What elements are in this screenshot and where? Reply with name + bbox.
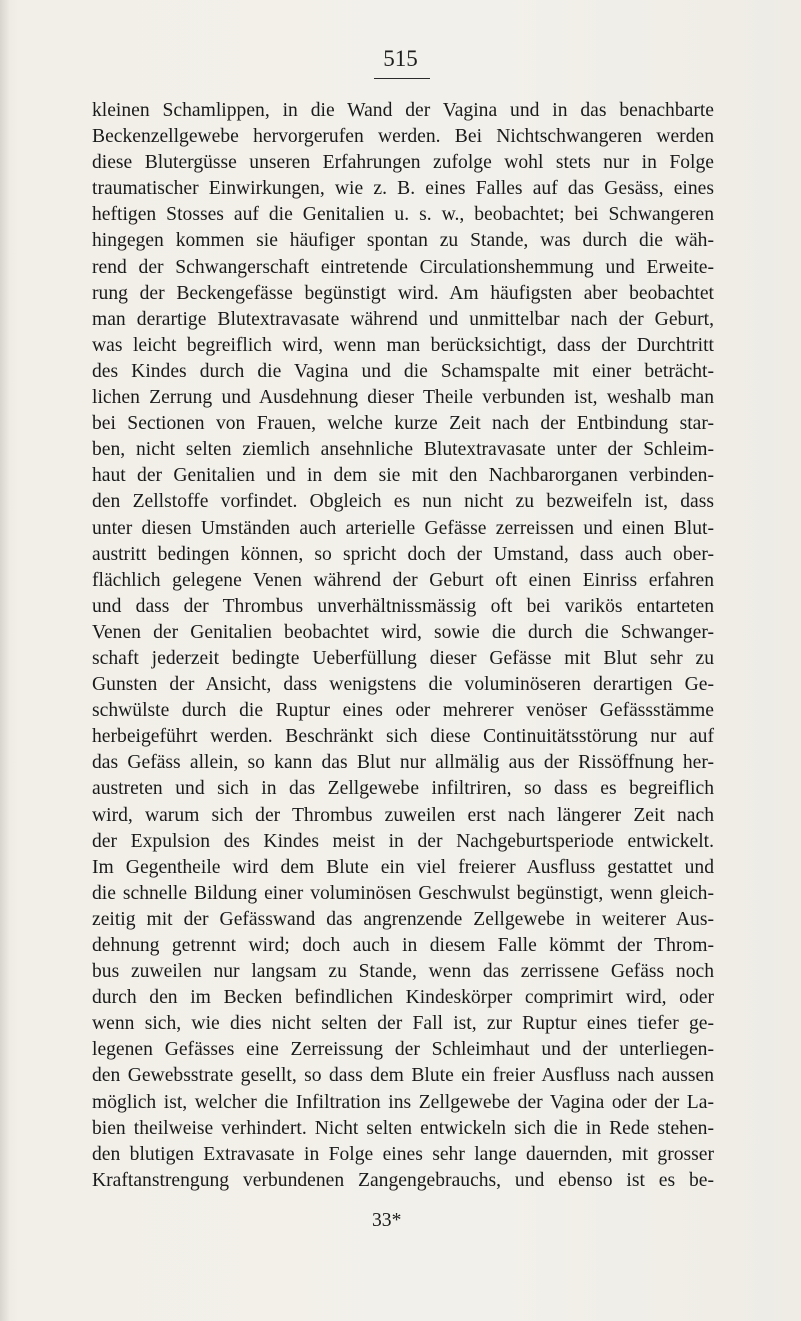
text-line: wird, warum sich der Thrombus zuweilen erst nach längerer Zeit nach [92, 804, 714, 826]
text-line: möglich ist, welcher die Infiltration ins Zellgewebe der Vagina oder der La- [92, 1091, 714, 1113]
text-line: des Kindes durch die Vagina und die Schamspalte mit einer beträcht- [92, 360, 714, 382]
text-line: den Zellstoffe vorfindet. Obgleich es nun nicht zu bezweifeln ist, dass [92, 491, 714, 513]
text-line: austreten und sich in das Zellgewebe infiltriren, so dass es begreiflich [92, 778, 714, 800]
text-line: Beckenzellgewebe hervorgerufen werden. Bei Nichtschwangeren werden [92, 126, 714, 148]
text-line: heftigen Stosses auf die Genitalien u. s. w., beobachtet; bei Schwangeren [92, 204, 714, 226]
text-line: bien theilweise verhindert. Nicht selten entwickeln sich die in Rede stehen- [92, 1117, 714, 1139]
text-line: unter diesen Umständen auch arterielle Gefässe zerreissen und einen Blut- [92, 517, 714, 539]
text-line: wenn sich, wie dies nicht selten der Fall ist, zur Ruptur eines tiefer ge- [92, 1013, 714, 1035]
text-line: hingegen kommen sie häufiger spontan zu Stande, was durch die wäh- [92, 230, 714, 252]
text-line: ben, nicht selten ziemlich ansehnliche Blutextravasate unter der Schleim- [92, 439, 714, 461]
text-line: kleinen Schamlippen, in die Wand der Vagina und in das benachbarte [92, 100, 714, 121]
body-text [92, 98, 714, 1194]
text-line: und dass der Thrombus unverhältnissmässig oft bei varikös entarteten [92, 595, 714, 617]
text-line: Kraftanstrengung verbundenen Zangengebrauchs, und ebenso ist es be- [92, 1169, 714, 1191]
text-line: bus zuweilen nur langsam zu Stande, wenn das zerrissene Gefäss noch [92, 961, 714, 983]
text-line: herbeigeführt werden. Beschränkt sich diese Continuitätsstörung nur auf [92, 726, 714, 748]
signature-mark: 33* [372, 1210, 402, 1231]
text-line: dehnung getrennt wird; doch auch in diesem Falle kömmt der Throm- [92, 935, 714, 956]
text-line: das Gefäss allein, so kann das Blut nur allmälig aus der Rissöffnung her- [92, 752, 714, 774]
text-line: was leicht begreiflich wird, wenn man berücksichtigt, dass der Durchtritt [92, 334, 714, 356]
text-line: den blutigen Extravasate in Folge eines sehr lange dauernden, mit grosser [92, 1143, 714, 1165]
text-line: haut der Genitalien und in dem sie mit den Nachbarorganen verbinden- [92, 465, 714, 487]
text-line: schwülste durch die Ruptur eines oder mehrerer venöser Gefässstämme [92, 700, 714, 722]
text-line: legenen Gefässes eine Zerreissung der Schleimhaut und der unterliegen- [92, 1039, 714, 1061]
text-line: zeitig mit der Gefässwand das angrenzende Zellgewebe in weiterer Aus- [92, 908, 714, 930]
text-line: traumatischer Einwirkungen, wie z. B. eines Falles auf das Gesäss, eines [92, 178, 714, 200]
text-line: diese Blutergüsse unseren Erfahrungen zufolge wohl stets nur in Folge [92, 152, 714, 174]
text-line: rung der Beckengefässe begünstigt wird. Am häufigsten aber beobachtet [92, 282, 714, 304]
gutter-shadow [0, 0, 10, 1321]
text-line: flächlich gelegene Venen während der Geburt oft einen Einriss erfahren [92, 569, 714, 591]
text-line: austritt bedingen können, so spricht doch der Umstand, dass auch ober- [92, 543, 714, 565]
text-line: bei Sectionen von Frauen, welche kurze Zeit nach der Entbindung star- [92, 413, 714, 435]
page-number: 515 [383, 46, 418, 71]
page-number-underline [374, 78, 430, 79]
text-line: den Gewebsstrate gesellt, so dass dem Blute ein freier Ausfluss nach aussen [92, 1065, 714, 1087]
text-line: die schnelle Bildung einer voluminösen Geschwulst begünstigt, wenn gleich- [92, 882, 714, 904]
text-line: rend der Schwangerschaft eintretende Circulationshemmung und Erweite- [92, 256, 714, 278]
text-line: man derartige Blutextravasate während und unmittelbar nach der Geburt, [92, 308, 714, 330]
text-line: durch den im Becken befindlichen Kindeskörper comprimirt wird, oder [92, 987, 714, 1009]
text-line: lichen Zerrung und Ausdehnung dieser Theile verbunden ist, weshalb man [92, 387, 714, 409]
text-line: der Expulsion des Kindes meist in der Nachgeburtsperiode entwickelt. [92, 830, 714, 852]
text-line: Gunsten der Ansicht, dass wenigstens die voluminöseren derartigen Ge- [92, 674, 714, 696]
text-line: Im Gegentheile wird dem Blute ein viel freierer Ausfluss gestattet und [92, 856, 714, 878]
text-line: schaft jederzeit bedingte Ueberfüllung dieser Gefässe mit Blut sehr zu [92, 647, 714, 669]
text-line: Venen der Genitalien beobachtet wird, sowie die durch die Schwanger- [92, 621, 714, 643]
